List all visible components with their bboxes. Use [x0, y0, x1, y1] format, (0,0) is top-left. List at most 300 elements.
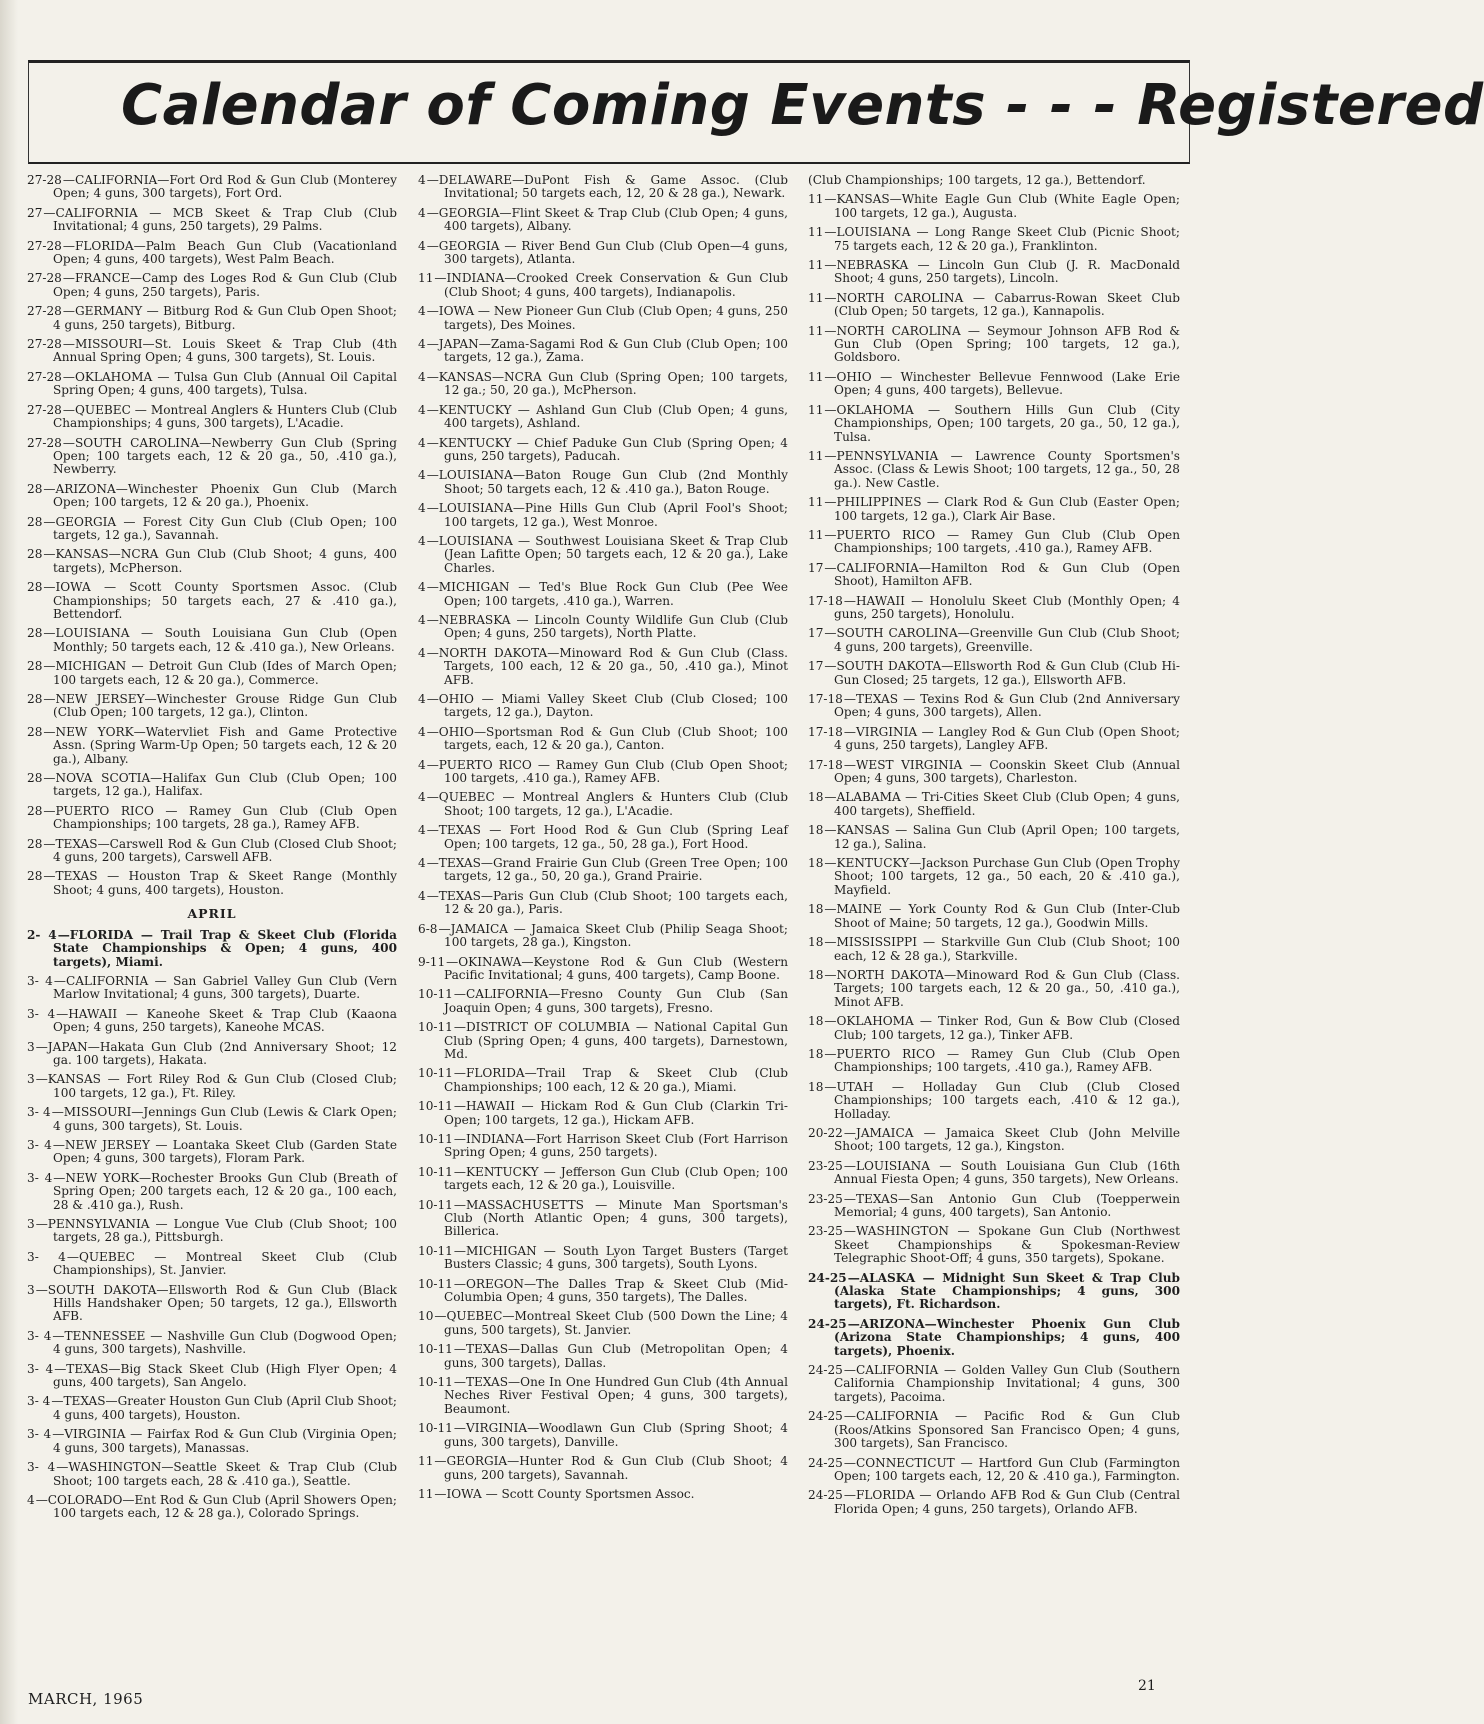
event-text: COLORADO—Ent Rod & Gun Club (April Showers Open; 100 targets each, 12 & 28 ga.), Colorado Springs.: [47, 1492, 397, 1521]
event-text: QUEBEC — Montreal Skeet Club (Club Championships), St. Janvier.: [53, 1249, 397, 1278]
event-listing: [27, 693, 397, 720]
event-text: NORTH CAROLINA — Seymour Johnson AFB Rod & Gun Club (Open Spring; 100 targets, 12 ga.), Goldsboro.: [834, 323, 1180, 365]
date-separator: —: [51, 1394, 64, 1409]
event-text: NOVA SCOTIA—Halifax Gun Club (Club Open; 100 targets, 12 ga.), Halifax.: [53, 771, 397, 799]
event-date: 11: [418, 1486, 434, 1501]
event-text: KANSAS — Salina Gun Club (April Open; 100 targets, 12 ga.), Salina.: [834, 823, 1180, 851]
date-separator: —: [843, 1363, 856, 1378]
event-listing: [418, 824, 788, 851]
event-text: SOUTH CAROLINA—Greenville Gun Club (Club Shoot; 4 guns, 200 targets), Greenville.: [834, 626, 1180, 654]
date-separator: —: [843, 1455, 856, 1470]
date-separator: —: [35, 1217, 48, 1231]
date-separator: —: [62, 304, 75, 319]
event-listing: [808, 1127, 1180, 1154]
event-listing: [27, 483, 397, 510]
event-listing: [808, 1318, 1180, 1358]
event-date: 27-28: [27, 304, 62, 319]
event-date: 17-18: [808, 692, 843, 706]
date-separator: —: [43, 803, 56, 818]
date-separator: —: [824, 448, 837, 463]
event-text: HAWAII — Honolulu Skeet Club (Monthly Open; 4 guns, 250 targets), Honolulu.: [834, 593, 1180, 621]
event-date: 4: [418, 645, 426, 660]
event-text: PENNSYLVANIA — Longue Vue Club (Club Shoot; 100 targets, 28 ga.), Pittsburgh.: [47, 1217, 397, 1245]
event-date: 9-11: [418, 954, 446, 969]
event-text: DISTRICT OF COLUMBIA — National Capital Gun Club (Spring Open; 4 guns, 400 targets), Darnestown, Md.: [444, 1020, 788, 1061]
event-text: (Club Championships; 100 targets, 12 ga.), Bettendorf.: [808, 173, 1146, 187]
date-separator: —: [843, 1158, 856, 1173]
date-separator: —: [843, 1224, 856, 1239]
event-listing: [27, 305, 397, 332]
date-separator: —: [824, 935, 837, 950]
date-separator: —: [843, 692, 856, 706]
event-listing: [27, 272, 397, 299]
event-date: 18: [808, 902, 824, 917]
event-listing: [808, 1364, 1180, 1404]
event-date: 27-28: [27, 337, 62, 352]
date-separator: —: [426, 501, 439, 516]
event-text: JAPAN—Hakata Gun Club (2nd Anniversary Shoot; 12 ga. 100 targets), Hakata.: [47, 1039, 397, 1067]
event-date: 17-18: [808, 724, 843, 739]
event-text: MASSACHUSETTS — Minute Man Sportsman's Club (North Atlantic Open; 4 guns, 300 targets), Billerica.: [444, 1197, 788, 1239]
date-separator: —: [824, 527, 837, 542]
event-text: TEXAS—Greater Houston Gun Club (April Club Shoot; 4 guns, 400 targets), Houston.: [53, 1394, 397, 1422]
event-listing: [27, 516, 397, 543]
date-separator: —: [824, 626, 837, 641]
event-date: 3- 4: [27, 1006, 56, 1021]
date-separator: —: [43, 836, 56, 851]
event-listing: [418, 305, 788, 332]
event-text: NEBRASKA — Lincoln Gun Club (J. R. MacDonald Shoot; 4 guns, 250 targets), Lincoln.: [834, 258, 1180, 286]
event-listing: [418, 240, 788, 267]
event-listing: [27, 1395, 397, 1422]
event-listing: [27, 1172, 397, 1212]
event-listing: [27, 1251, 397, 1278]
event-date: 4: [418, 205, 426, 220]
event-date: 18: [808, 935, 824, 950]
event-text: NORTH CAROLINA — Cabarrus-Rowan Skeet Club (Club Open; 50 targets, 12 ga.), Kannapolis.: [834, 290, 1180, 319]
event-listing: [418, 1376, 788, 1416]
event-listing: [808, 1081, 1180, 1121]
event-listing: [418, 437, 788, 464]
event-listing: [27, 1494, 397, 1521]
date-separator: —: [453, 1276, 466, 1291]
event-text: PUERTO RICO — Ramey Gun Club (Club Open Shoot; 100 targets, .410 ga.), Ramey AFB.: [438, 757, 788, 786]
event-date: 3- 4: [27, 1249, 66, 1264]
event-date: 23-25: [808, 1158, 843, 1173]
event-listing: [808, 174, 1180, 187]
event-listing: [418, 759, 788, 786]
event-listing: [418, 1166, 788, 1193]
event-text: OHIO — Miami Valley Skeet Club (Club Closed; 100 targets, 12 ga.), Dayton.: [438, 692, 788, 720]
event-text: CALIFORNIA—Fresno County Gun Club (San Joaquin Open; 4 guns, 300 targets), Fresno.: [444, 987, 788, 1015]
event-date: 10-11: [418, 1020, 453, 1035]
event-text: INDIANA—Fort Harrison Skeet Club (Fort Harrison Spring Open; 4 guns, 250 targets).: [444, 1131, 788, 1160]
event-listing: [418, 956, 788, 983]
date-separator: —: [843, 724, 856, 739]
event-text: TEXAS—Paris Gun Club (Club Shoot; 100 targets each, 12 & 20 ga.), Paris.: [438, 888, 788, 917]
event-date: 27-28: [27, 369, 62, 384]
event-date: 24-25: [808, 1363, 843, 1378]
date-separator: —: [453, 1131, 466, 1146]
date-separator: —: [824, 1079, 837, 1094]
date-separator: —: [426, 304, 439, 319]
date-separator: —: [426, 757, 439, 772]
date-separator: —: [43, 580, 56, 595]
event-date: 4: [418, 501, 426, 516]
event-text: OHIO—Sportsman Rod & Gun Club (Club Shoot; 100 targets, each, 12 & 20 ga.), Canton.: [438, 724, 788, 753]
event-listing: [418, 647, 788, 687]
date-separator: —: [53, 1170, 66, 1185]
event-listing: [27, 975, 397, 1002]
date-separator: —: [824, 1014, 837, 1029]
event-text: KENTUCKY — Chief Paduke Gun Club (Spring Open; 4 guns, 250 targets), Paducah.: [438, 435, 788, 463]
event-text: FLORIDA — Orlando AFB Rod & Gun Club (Central Florida Open; 4 guns, 250 targets), Orlando AFB.: [834, 1488, 1180, 1516]
date-separator: —: [453, 1066, 466, 1081]
date-separator: —: [453, 1020, 466, 1035]
event-listing: [808, 1160, 1180, 1187]
event-date: 27-28: [27, 173, 62, 187]
date-separator: —: [43, 626, 56, 641]
event-listing: [418, 1245, 788, 1272]
event-text: ALASKA — Midnight Sun Skeet & Trap Club (Alaska State Championships; 4 guns, 300 targets), Ft. Richardson.: [834, 1270, 1180, 1312]
event-text: HAWAII — Hickam Rod & Gun Club (Clarkin Tri-Open; 100 targets, 12 ga.), Hickam AFB.: [444, 1099, 788, 1127]
event-text: KENTUCKY — Ashland Gun Club (Club Open; 4 guns, 400 targets), Ashland.: [438, 402, 788, 431]
event-date: 4: [418, 724, 426, 739]
date-separator: —: [56, 1006, 69, 1021]
date-separator: —: [434, 271, 447, 286]
event-date: 3: [27, 1282, 35, 1297]
event-date: 10-11: [418, 1375, 453, 1390]
event-date: 3- 4: [27, 1170, 53, 1185]
event-listing: [808, 404, 1180, 444]
date-separator: —: [453, 987, 466, 1002]
event-text: NEW YORK—Rochester Brooks Gun Club (Breath of Spring Open; 200 targets each, 12 & 20 ga., 100 each, 28 & .410 ga.), Rush.: [53, 1170, 397, 1212]
event-text: LOUISIANA — Long Range Skeet Club (Picnic Shoot; 75 targets each, 12 & 20 ga.), Franklinton.: [834, 225, 1180, 253]
date-separator: —: [426, 612, 439, 627]
event-listing: [808, 1489, 1180, 1516]
event-text: ARIZONA—Winchester Phoenix Gun Club (Arizona State Championships; 4 guns, 400 targets), Phoenix.: [834, 1316, 1180, 1358]
event-date: 28: [27, 580, 43, 595]
calendar-column-1: [27, 174, 397, 1527]
event-text: GEORGIA — River Bend Gun Club (Club Open—4 guns, 300 targets), Atlanta.: [438, 238, 788, 267]
date-separator: —: [43, 869, 56, 884]
date-separator: —: [426, 435, 439, 450]
event-date: 23-25: [808, 1224, 843, 1239]
event-listing: [27, 548, 397, 575]
event-date: 11: [808, 225, 824, 240]
event-date: 6-8: [418, 921, 438, 936]
date-separator: —: [52, 1328, 65, 1343]
date-separator: —: [426, 173, 439, 187]
event-date: 11: [808, 323, 824, 338]
event-date: 4: [418, 402, 426, 417]
event-listing: [808, 627, 1180, 654]
event-text: KENTUCKY — Jefferson Gun Club (Club Open; 100 targets each, 12 & 20 ga.), Louisville.: [444, 1164, 788, 1193]
event-date: 18: [808, 1046, 824, 1061]
event-date: 17: [808, 560, 824, 575]
event-text: FLORIDA—Trail Trap & Skeet Club (Club Championships; 100 each, 12 & 20 ga.), Miami.: [444, 1066, 788, 1094]
event-text: CALIFORNIA — Golden Valley Gun Club (Southern California Championship Invitational; 4 guns, 300 targets), Pacoima.: [834, 1363, 1180, 1404]
date-separator: —: [426, 823, 439, 838]
date-separator: —: [43, 205, 56, 220]
event-text: QUEBEC — Montreal Anglers & Hunters Club (Club Championships; 4 guns, 300 targets), L'Acadie.: [53, 402, 397, 431]
event-date: 3: [27, 1039, 35, 1054]
event-listing: [27, 772, 397, 799]
date-separator: —: [426, 337, 439, 352]
event-listing: [808, 1457, 1180, 1484]
event-listing: [27, 1363, 397, 1390]
event-text: TENNESSEE — Nashville Gun Club (Dogwood Open; 4 guns, 300 targets), Nashville.: [53, 1328, 397, 1357]
event-date: 28: [27, 803, 43, 818]
event-text: LOUISIANA—Pine Hills Gun Club (April Fool's Shoot; 100 targets, 12 ga.), West Monroe.: [438, 501, 788, 529]
event-date: 10-11: [418, 1131, 453, 1146]
date-separator: —: [426, 692, 439, 706]
event-text: MICHIGAN — Ted's Blue Rock Gun Club (Pee Wee Open; 100 targets, .410 ga.), Warren.: [438, 580, 788, 608]
event-date: 10-11: [418, 1276, 453, 1291]
event-date: 28: [27, 771, 43, 786]
date-separator: —: [35, 1039, 48, 1054]
event-text: UTAH — Holladay Gun Club (Club Closed Championships; 100 targets each, .410 & 12 ga.), Holladay.: [834, 1079, 1180, 1121]
date-separator: —: [426, 468, 439, 483]
event-listing: [27, 1428, 397, 1455]
event-listing: [808, 193, 1180, 220]
event-date: 27-28: [27, 402, 62, 417]
event-date: 18: [808, 1014, 824, 1029]
date-separator: —: [453, 1421, 466, 1436]
date-separator: —: [824, 790, 837, 805]
event-listing: [418, 1021, 788, 1061]
event-date: 28: [27, 836, 43, 851]
event-date: 11: [808, 402, 824, 417]
date-separator: —: [824, 659, 837, 674]
event-listing: [808, 660, 1180, 687]
event-text: LOUISIANA — Southwest Louisiana Skeet & Trap Club (Jean Lafitte Open; 50 targets each, 12 & 20 ga.), Lake Charles.: [438, 533, 788, 575]
date-separator: —: [43, 771, 56, 786]
event-text: FLORIDA — Trail Trap & Skeet Club (Florida State Championships & Open; 4 guns, 400 targets), Miami.: [53, 927, 397, 969]
event-date: 20-22: [808, 1125, 843, 1140]
event-text: JAPAN—Zama-Sagami Rod & Gun Club (Club Open; 100 targets, 12 ga.), Zama.: [438, 337, 788, 365]
date-separator: —: [62, 337, 75, 352]
event-listing: [418, 174, 788, 201]
event-text: NEW JERSEY—Winchester Grouse Ridge Gun Club (Club Open; 100 targets, 12 ga.), Clinton.: [53, 692, 397, 720]
event-date: 3- 4: [27, 1394, 51, 1409]
event-listing: [808, 325, 1180, 365]
event-text: CALIFORNIA — MCB Skeet & Trap Club (Club Invitational; 4 guns, 250 targets), 29 Palms.: [53, 205, 397, 234]
date-separator: —: [434, 1486, 447, 1501]
event-listing: [27, 437, 397, 477]
event-date: 3- 4: [27, 1427, 52, 1442]
event-listing: [27, 1041, 397, 1068]
event-text: LOUISIANA — South Louisiana Gun Club (16th Annual Fiesta Open; 4 guns, 350 targets), New Orleans.: [834, 1158, 1180, 1187]
event-date: 28: [27, 869, 43, 884]
event-listing: [418, 614, 788, 641]
event-date: 3: [27, 1217, 35, 1231]
event-listing: [808, 562, 1180, 589]
date-separator: —: [426, 402, 439, 417]
event-text: FRANCE—Camp des Loges Rod & Gun Club (Club Open; 4 guns, 250 targets), Paris.: [53, 271, 397, 299]
event-text: LOUISIANA—Baton Rouge Gun Club (2nd Monthly Shoot; 50 targets each, 12 & .410 ga.), Baton Rouge.: [438, 468, 788, 496]
event-text: SOUTH DAKOTA—Ellsworth Rod & Gun Club (Black Hills Handshaker Open; 50 targets, 12 ga.), Ellsworth AFB.: [47, 1282, 397, 1324]
event-listing: [418, 923, 788, 950]
event-text: IOWA — Scott County Sportsmen Assoc.: [446, 1486, 695, 1501]
event-listing: [27, 660, 397, 687]
event-listing: [27, 1330, 397, 1357]
event-text: PUERTO RICO — Ramey Gun Club (Club Open Championships; 100 targets, .410 ga.), Ramey AFB.: [834, 1046, 1180, 1075]
event-text: OKINAWA—Keystone Rod & Gun Club (Western Pacific Invitational; 4 guns, 400 targets), Camp Boone.: [444, 954, 788, 982]
event-date: 24-25: [808, 1270, 847, 1285]
event-listing: [418, 1488, 788, 1501]
event-date: 4: [418, 337, 426, 352]
event-date: 4: [418, 369, 426, 384]
event-date: 28: [27, 692, 43, 706]
date-separator: —: [453, 1099, 466, 1114]
event-text: TEXAS—San Antonio Gun Club (Toepperwein Memorial; 4 guns, 400 targets), San Antonio.: [834, 1191, 1180, 1219]
event-text: CALIFORNIA — Pacific Rod & Gun Club (Roos/Atkins Sponsored San Francisco Open; 4 guns, 300 targets), San Francisco.: [834, 1409, 1180, 1451]
date-separator: —: [51, 1105, 64, 1120]
date-separator: —: [52, 1137, 65, 1152]
event-date: 10-11: [418, 987, 453, 1002]
event-listing: [808, 903, 1180, 930]
date-separator: —: [52, 1427, 65, 1442]
event-text: PENNSYLVANIA — Lawrence County Sportsmen's Assoc. (Class & Lewis Shoot; 100 targets, 12 ga., 50, 28 ga.). New Castle.: [834, 448, 1180, 490]
event-listing: [27, 1284, 397, 1324]
event-listing: [808, 529, 1180, 556]
event-text: KANSAS—White Eagle Gun Club (White Eagle Open; 100 targets, 12 ga.), Augusta.: [834, 192, 1180, 220]
event-date: 28: [27, 724, 43, 739]
event-date: 3- 4: [27, 1105, 51, 1120]
date-separator: —: [426, 205, 439, 220]
event-text: QUEBEC — Montreal Anglers & Hunters Club (Club Shoot; 100 targets, 12 ga.), L'Acadie.: [438, 790, 788, 818]
event-text: VIRGINIA — Fairfax Rod & Gun Club (Virginia Open; 4 guns, 300 targets), Manassas.: [53, 1427, 397, 1455]
event-listing: [418, 1343, 788, 1370]
date-separator: —: [438, 921, 451, 936]
event-date: 28: [27, 514, 43, 529]
date-separator: —: [426, 724, 439, 739]
date-separator: —: [824, 225, 837, 240]
event-listing: [27, 240, 397, 267]
event-date: 2- 4: [27, 927, 57, 942]
event-date: 4: [418, 304, 426, 319]
event-text: NEW YORK—Watervliet Fish and Game Protective Assn. (Spring Warm-Up Open; 50 targets each, 12 & 20 ga.), Albany.: [53, 724, 397, 766]
event-date: 27-28: [27, 271, 62, 286]
date-separator: —: [824, 402, 837, 417]
date-separator: —: [62, 402, 75, 417]
event-text: VIRGINIA — Langley Rod & Gun Club (Open Shoot; 4 guns, 250 targets), Langley AFB.: [834, 724, 1180, 753]
event-text: TEXAS — Texins Rod & Gun Club (2nd Anniversary Open; 4 guns, 300 targets), Allen.: [834, 692, 1180, 720]
event-listing: [808, 450, 1180, 490]
event-listing: [808, 259, 1180, 286]
event-date: 4: [418, 533, 426, 548]
event-date: 24-25: [808, 1455, 843, 1470]
event-text: DELAWARE—DuPont Fish & Game Assoc. (Club Invitational; 50 targets each, 12, 20 & 28 ga.), Newark.: [438, 173, 788, 201]
date-separator: —: [824, 1046, 837, 1061]
event-listing: [808, 1048, 1180, 1075]
event-date: 3: [27, 1072, 35, 1087]
event-date: 11: [808, 192, 824, 207]
event-listing: [27, 581, 397, 621]
event-date: 4: [418, 612, 426, 627]
date-separator: —: [843, 593, 856, 608]
event-text: SOUTH CAROLINA—Newberry Gun Club (Spring Open; 100 targets each, 12 & 20 ga., 50, .410 ga.), Newberry.: [53, 435, 397, 477]
event-date: 10-11: [418, 1066, 453, 1081]
event-text: TEXAS—Grand Frairie Gun Club (Green Tree Open; 100 targets, 12 ga., 50, 20 ga.), Grand Prairie.: [438, 856, 788, 884]
event-text: TEXAS — Houston Trap & Skeet Range (Monthly Shoot; 4 guns, 400 targets), Houston.: [53, 869, 397, 897]
event-listing: [27, 726, 397, 766]
event-listing: [27, 1073, 397, 1100]
date-separator: —: [843, 1409, 856, 1424]
event-date: 3- 4: [27, 1137, 52, 1152]
event-listing: [418, 338, 788, 365]
page-title: Calendar of Coming Events - - - Registered: [121, 73, 1484, 138]
event-text: JAMAICA — Jamaica Skeet Club (Philip Seaga Shoot; 100 targets, 28 ga.), Kingston.: [444, 921, 788, 950]
issue-date: MARCH, 1965: [28, 1690, 144, 1708]
event-date: 4: [418, 856, 426, 871]
event-date: 11: [418, 271, 434, 286]
event-listing: [808, 791, 1180, 818]
event-text: GERMANY — Bitburg Rod & Gun Club Open Shoot; 4 guns, 250 targets), Bitburg.: [53, 304, 397, 332]
event-date: 4: [418, 173, 426, 187]
event-text: KANSAS—NCRA Gun Club (Spring Open; 100 targets, 12 ga.; 50, 20 ga.), McPherson.: [438, 369, 788, 398]
event-date: 11: [808, 527, 824, 542]
event-listing: [27, 1008, 397, 1035]
event-date: 24-25: [808, 1316, 847, 1331]
event-listing: [808, 1193, 1180, 1220]
event-text: PHILIPPINES — Clark Rod & Gun Club (Easter Open; 100 targets, 12 ga.), Clark Air Base.: [834, 495, 1180, 523]
date-separator: —: [35, 1492, 48, 1507]
date-separator: —: [426, 533, 439, 548]
event-listing: [27, 1106, 397, 1133]
event-date: 4: [418, 757, 426, 772]
event-text: KENTUCKY—Jackson Purchase Gun Club (Open Trophy Shoot; 100 targets, 12 ga., 50 each, 20 & .410 ga.), Mayfield.: [834, 856, 1180, 897]
event-listing: [418, 791, 788, 818]
event-listing: [27, 805, 397, 832]
event-listing: [27, 174, 397, 201]
event-text: HAWAII — Kaneohe Skeet & Trap Club (Kaaona Open; 4 guns, 250 targets), Kaneohe MCAS.: [53, 1006, 397, 1035]
event-listing: [808, 759, 1180, 786]
event-text: KANSAS — Fort Riley Rod & Gun Club (Closed Club; 100 targets, 12 ga.), Ft. Riley.: [47, 1072, 397, 1100]
date-separator: —: [824, 258, 837, 273]
date-separator: —: [43, 659, 56, 674]
event-text: OREGON—The Dalles Trap & Skeet Club (Mid-Columbia Open; 4 guns, 350 targets), The Dalles.: [444, 1276, 788, 1305]
event-date: 28: [27, 547, 43, 562]
event-text: GEORGIA—Flint Skeet & Trap Club (Club Open; 4 guns, 400 targets), Albany.: [438, 205, 788, 234]
event-listing: [808, 1015, 1180, 1042]
event-text: FLORIDA—Palm Beach Gun Club (Vacationland Open; 4 guns, 400 targets), West Palm Beach.: [53, 238, 397, 267]
date-separator: —: [824, 495, 837, 510]
event-listing: [418, 1310, 788, 1337]
event-date: 10-11: [418, 1342, 453, 1357]
event-listing: [27, 404, 397, 431]
event-text: JAMAICA — Jamaica Skeet Club (John Melville Shoot; 100 targets, 12 ga.), Kingston.: [834, 1125, 1180, 1154]
event-listing: [418, 207, 788, 234]
event-date: 17: [808, 626, 824, 641]
event-text: WASHINGTON — Spokane Gun Club (Northwest Skeet Championships & Spokesman-Review Telegraphic Shoot-Off; 4 guns, 350 targets), Spokane.: [834, 1224, 1180, 1266]
event-date: 11: [808, 495, 824, 510]
event-date: 3- 4: [27, 1361, 54, 1376]
event-listing: [418, 1455, 788, 1482]
event-date: 4: [418, 692, 426, 706]
date-separator: —: [43, 724, 56, 739]
event-listing: [27, 627, 397, 654]
event-listing: [27, 838, 397, 865]
event-listing: [808, 1225, 1180, 1265]
event-listing: [27, 870, 397, 897]
event-date: 4: [27, 1492, 35, 1507]
event-date: 4: [418, 468, 426, 483]
event-date: 4: [418, 580, 426, 595]
date-separator: —: [843, 1191, 856, 1206]
event-listing: [418, 1422, 788, 1449]
